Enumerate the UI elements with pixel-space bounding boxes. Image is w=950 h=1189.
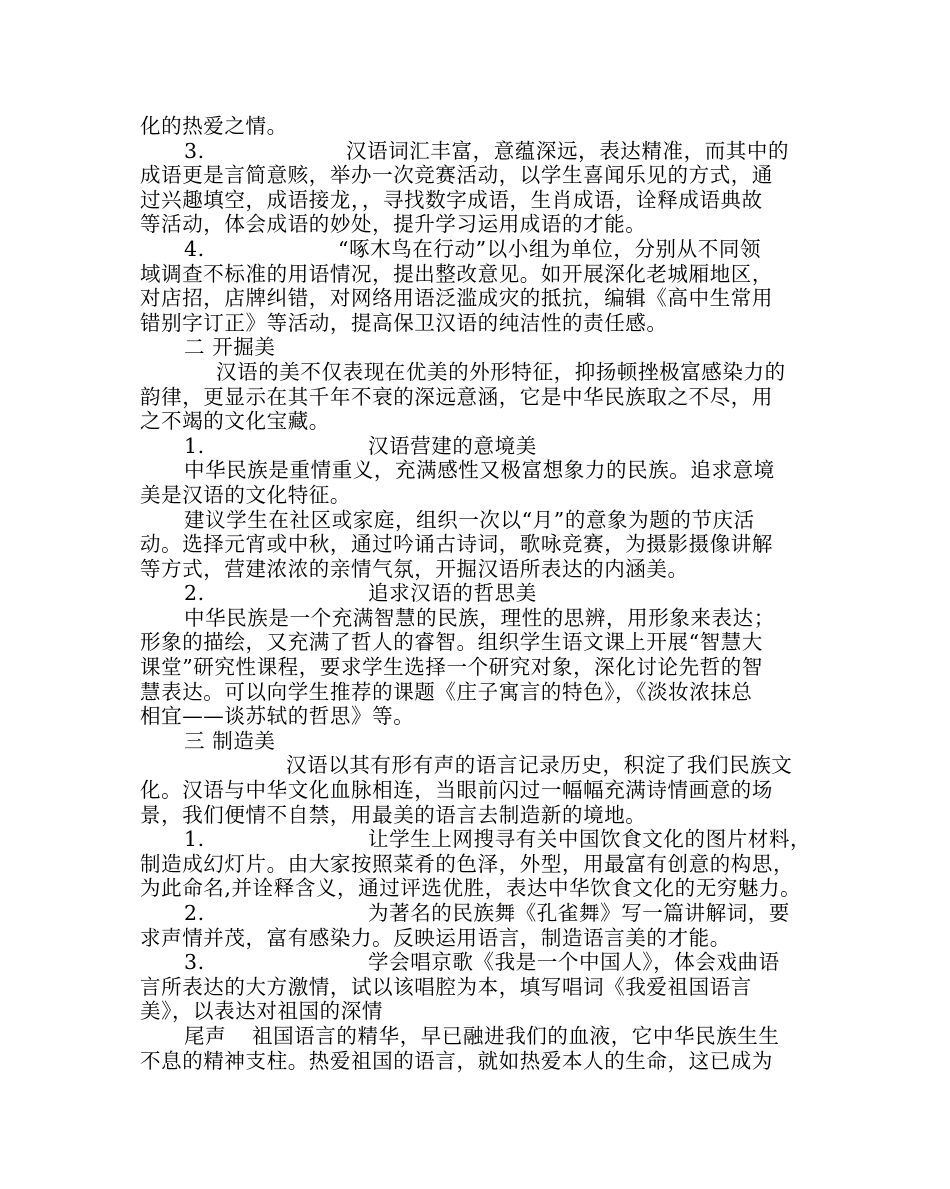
text-line: 等方式，营建浓浓的亲情气氛，开掘汉语所表达的内涵美。 [140,556,689,581]
text-line: 成语更是言简意赅，举办一次竞赛活动，以学生喜闻乐见的方式，通 [140,163,773,188]
list-number: 2. [184,901,205,925]
text-line: 等活动，体会成语的妙处，提升学习运用成语的才能。 [140,212,647,237]
paragraph-text: “啄木鸟在行动”以小组为单位，分别从不同领 [338,236,762,261]
text-line [140,1024,820,1049]
list-number: 2. [184,581,205,606]
text-line: 美是汉语的文化特征。 [140,482,351,507]
text-line: 课堂”研究性课程，要求学生选择一个研究对象，深化讨论先哲的智 [140,655,763,680]
list-number: 4. [184,236,205,261]
list-number: 1. [184,433,205,458]
text-line: 化的热爱之情。 [140,114,288,138]
text-line: 慧表达。可以向学生推荐的课题《庄子寓言的特色》，《淡妆浓抹总 [140,679,753,704]
text-line: 言所表达的大方激情，试以该唱腔为本，填写唱词《我爱祖国语言 [140,974,752,999]
paragraph-text: 让学生上网搜寻有关中国饮食文化的图片材料， [368,827,812,852]
text-line: 过兴趣填空，成语接龙，，寻找数字成语，生肖成语，诠释成语典故 [140,187,763,212]
text-line: 为此命名,并诠释含义，通过评选优胜，表达中华饮食文化的无穷魅力。 [140,876,802,901]
text-line: 景，我们便情不自禁，用最美的语言去制造新的境地。 [140,802,647,827]
text-line: 之不竭的文化宝藏。 [140,409,330,434]
text-line: 域调查不标准的用语情况，提出整改意见。如开展深化老城厢地区， [140,261,773,286]
text-line [140,901,820,926]
text-line: 中华民族是一个充满智慧的民族，理性的思辨，用形象来表达； [184,605,775,630]
text-line: 求声情并茂，富有感染力。反映运用语言，制造语言美的才能。 [140,925,731,950]
text-line: 形象的描绘，又充满了哲人的睿智。组织学生语文课上开展“智慧大 [140,630,763,655]
epilogue-label: 尾声 [184,1023,227,1048]
text-line: 制造成幻灯片。由大家按照菜肴的色泽，外型，用最富有创意的构思， [140,851,795,876]
list-number: 1. [184,827,205,852]
document-page [140,114,820,1073]
paragraph-text: 祖国语言的精华，早已融进我们的血液，它中华民族生生 [252,1023,780,1048]
section-heading: 三 制造美 [184,728,276,753]
text-line: 化。汉语与中华文化血脉相连，当眼前闪过一幅幅充满诗情画意的场 [140,778,773,803]
text-line [140,139,820,164]
paragraph-text: 学会唱京歌《我是一个中国人》，体会戏曲语 [368,950,780,975]
text-line: 相宜——谈苏轼的哲思》等。 [140,704,415,729]
text-line: 中华民族是重情重义，充满感性又极富想象力的民族。追求意境 [184,458,775,483]
text-line [140,581,820,606]
text-line: 对店招，店牌纠错，对网络用语泛滥成灾的抵抗，编辑《高中生常用 [140,286,773,311]
text-line [140,950,820,975]
text-line: 汉语的美不仅表现在优美的外形特征，抑扬顿挫极富感染力的 [216,359,786,384]
paragraph-text: 为著名的民族舞《孔雀舞》写一篇讲解词，要 [368,901,790,925]
text-line: 汉语以其有形有声的语言记录历史，积淀了我们民族文 [286,753,793,778]
text-line: 不息的精神支柱。热爱祖国的语言，就如热爱本人的生命，这已成为 [140,1048,773,1073]
text-line: 美》，以表达对祖国的深情 [140,999,383,1024]
text-line: 错别字订正》等活动，提高保卫汉语的纯洁性的责任感。 [140,310,668,335]
text-line [140,237,820,262]
subheading-text: 汉语营建的意境美 [368,433,537,458]
text-line: 建议学生在社区或家庭，组织一次以“月”的意象为题的节庆活 [184,507,755,532]
list-number: 3. [184,138,205,163]
subheading-text: 追求汉语的哲思美 [368,581,537,606]
paragraph-text: 汉语词汇丰富，意蕴深远，表达精准，而其中的 [346,138,790,163]
text-line [140,827,820,852]
text-line [140,434,820,459]
section-heading: 二 开掘美 [184,335,276,360]
list-number: 3. [184,950,205,975]
text-line: 韵律，更显示在其千年不衰的深远意涵，它是中华民族取之不尽，用 [140,384,773,409]
text-line: 动。选择元宵或中秋，通过吟诵古诗词，歌咏竞赛，为摄影摄像讲解 [140,532,773,557]
